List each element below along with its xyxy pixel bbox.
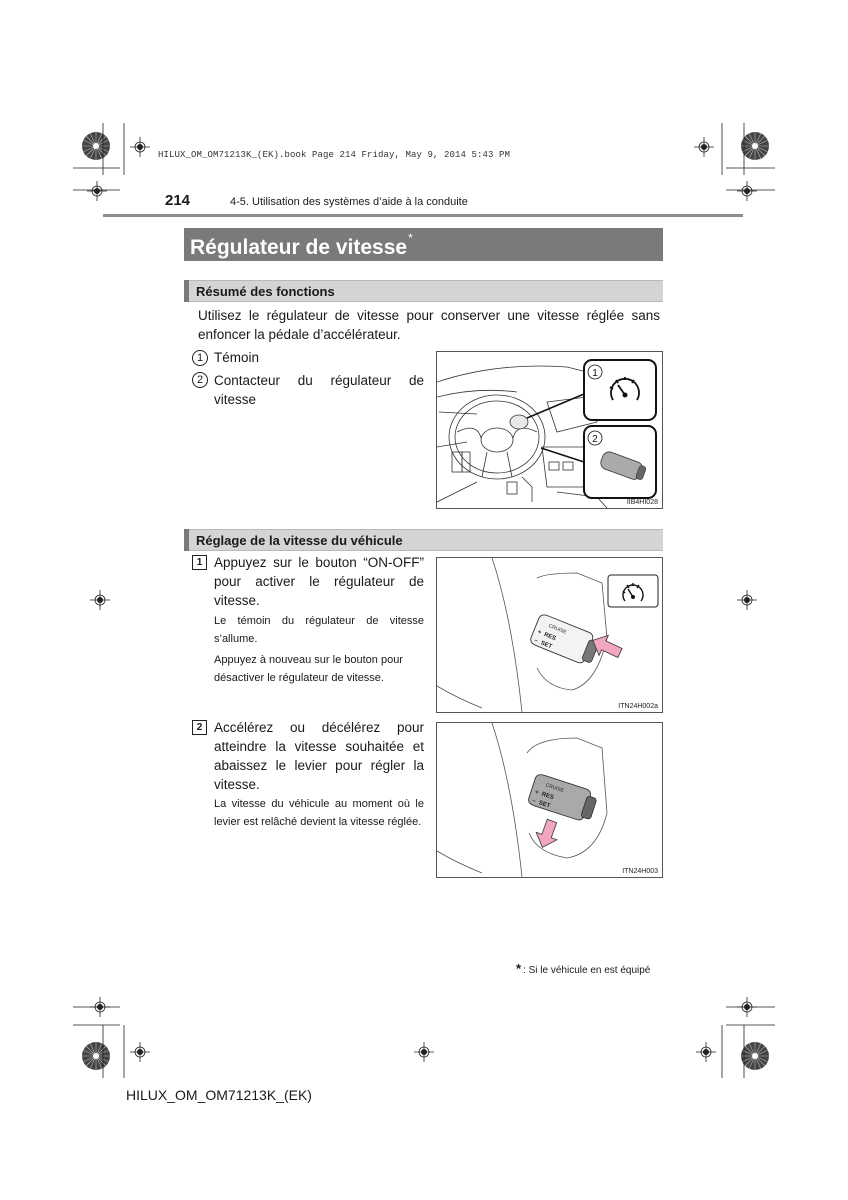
footer-code: HILUX_OM_OM71213K_(EK) — [126, 1087, 312, 1103]
step-number-2: 2 — [192, 720, 207, 735]
item-temoin: Témoin — [214, 350, 260, 365]
registration-cross-icon — [694, 137, 714, 157]
registration-rosette-icon — [81, 1041, 111, 1071]
page-title-text: Régulateur de vitesse — [190, 236, 408, 259]
down-arrow-icon — [532, 817, 562, 851]
registration-rosette-icon — [81, 131, 111, 161]
registration-cross-icon — [737, 181, 757, 201]
lever-set-label: SET — [537, 800, 551, 810]
registration-cross-icon — [130, 137, 150, 157]
lever-res-label: RES — [542, 631, 557, 643]
registration-cross-icon — [737, 590, 757, 610]
figure-code: ITN24H002a — [618, 703, 658, 710]
print-slug: HILUX_OM_OM71213K_(EK).book Page 214 Friday, May 9, 2014 5:43 PM — [158, 150, 511, 160]
lever-minus-label: – — [531, 798, 537, 805]
registration-rosette-icon — [740, 1041, 770, 1071]
lever-set-illustration — [437, 723, 662, 877]
item-contacteur: Contacteur du régulateur de vitesse — [214, 373, 424, 407]
lever-minus-label: – — [533, 637, 539, 645]
callout-number-1: 1 — [192, 350, 208, 366]
title-bar — [184, 228, 663, 261]
step-1-note-2: Appuyez à nouveau sur le bouton pour désactiver le régulateur de vitesse. — [214, 654, 403, 684]
svg-text:CRUISE: CRUISE — [547, 623, 568, 636]
subheading-accent — [184, 280, 189, 302]
subheading-summary: Résumé des fonctions — [196, 284, 335, 299]
lever-on-off-figure — [436, 557, 663, 713]
page-number: 214 — [165, 192, 191, 209]
registration-cross-icon — [87, 181, 107, 201]
subheading-speed-setting: Réglage de la vitesse du véhicule — [196, 533, 403, 548]
step-number-1: 1 — [192, 555, 207, 570]
registration-cross-icon — [696, 1042, 716, 1062]
step-1-text: Appuyez sur le bouton “ON-OFF” pour activer le régulateur de vitesse. — [214, 555, 424, 608]
svg-text:CRUISE: CRUISE — [544, 782, 565, 794]
lever-res-label: RES — [540, 791, 555, 802]
footnote-asterisk: * — [516, 961, 522, 976]
dashboard-figure — [436, 351, 663, 509]
lever-plus-label: + — [534, 789, 540, 797]
figure-callout-2: 2 — [592, 434, 598, 445]
dashboard-illustration — [437, 352, 662, 508]
lever-on-off-illustration — [437, 558, 662, 712]
footnote-text: : Si le véhicule en est équipé — [523, 965, 651, 976]
step-1-note-1: Le témoin du régulateur de vitesse s’allume. — [214, 615, 424, 645]
lever-plus-label: + — [536, 629, 542, 637]
summary-paragraph: Utilisez le régulateur de vitesse pour conserver une vitesse réglée sans enfoncer la pédale d’accélérateur. — [198, 308, 660, 342]
registration-cross-icon — [130, 1042, 150, 1062]
section-path: 4-5. Utilisation des systèmes d’aide à la conduite — [230, 196, 468, 208]
title-asterisk: * — [408, 231, 413, 245]
registration-cross-icon — [414, 1042, 434, 1062]
registration-cross-icon — [90, 997, 110, 1017]
header-rule — [103, 214, 743, 217]
step-2-text: Accélérez ou décélérez pour atteindre la vitesse souhaitée et abaissez le levier pour régler la vitesse. — [214, 720, 424, 792]
figure-code: ITN24H003 — [622, 868, 658, 875]
step-2-note-1: La vitesse du véhicule au moment où le levier est relâché devient la vitesse réglée. — [214, 798, 424, 828]
callout-number-2: 2 — [192, 372, 208, 388]
lever-set-label: SET — [539, 640, 553, 651]
figure-code: IIB4HI028 — [626, 499, 658, 506]
lever-set-figure — [436, 722, 663, 878]
subheading-accent — [184, 529, 189, 551]
figure-callout-1: 1 — [592, 368, 598, 379]
registration-cross-icon — [90, 590, 110, 610]
registration-cross-icon — [737, 997, 757, 1017]
footnote — [516, 961, 650, 976]
page-title — [190, 231, 413, 260]
registration-rosette-icon — [740, 131, 770, 161]
